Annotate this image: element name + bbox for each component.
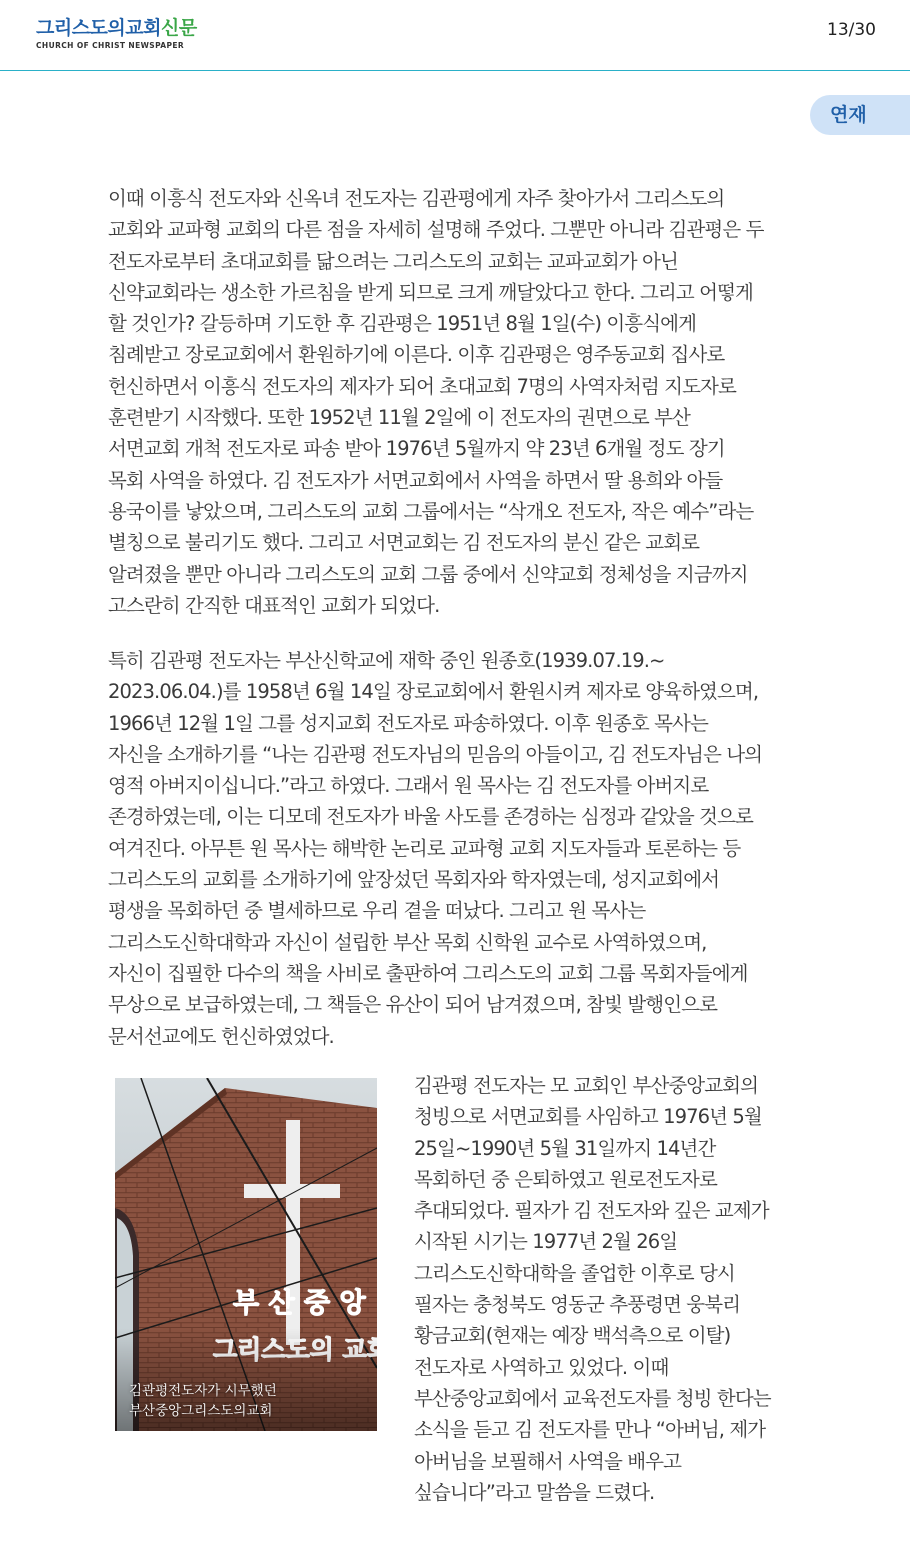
text-line: 소식을 듣고 김 전도자를 만나 “아버님, 제가 <box>414 1418 766 1442</box>
photo-caption-line: 부산중앙그리스도의교회 <box>129 1403 273 1419</box>
text-line: 자신을 소개하기를 “나는 김관평 전도자님의 믿음의 아들이고, 김 전도자님은 나의 <box>108 742 763 766</box>
text-line: 2023.06.04.)를 1958년 6월 14일 장로교회에서 환원시켜 제자로 양육하였으며, <box>108 680 759 704</box>
text-line: 1966년 12월 1일 그를 성지교회 전도자로 파송하였다. 이후 원종호 목사는 <box>108 711 708 735</box>
text-line: 평생을 목회하던 중 별세하므로 우리 곁을 떠났다. 그리고 원 목사는 <box>108 899 646 923</box>
text-line: 교회와 교파형 교회의 다른 점을 자세히 설명해 주었다. 그뿐만 아니라 김관평은 두 <box>108 218 764 242</box>
text-line: 침례받고 장로교회에서 환원하기에 이른다. 이후 김관평은 영주동교회 집사로 <box>108 343 725 367</box>
text-line: 시작된 시기는 1977년 2월 26일 <box>414 1230 678 1254</box>
sign-line-1: 부 산 중 앙 <box>233 1288 366 1319</box>
text-line: 헌신하면서 이흥식 전도자의 제자가 되어 초대교회 7명의 사역자처럼 지도자로 <box>108 374 736 398</box>
article-paragraph-3 <box>414 1070 804 1508</box>
logo-title-blue: 그리스도의교회 <box>36 17 161 39</box>
text-line: 이때 이흥식 전도자와 신옥녀 전도자는 김관평에게 자주 찾아가서 그리스도의 <box>108 187 725 210</box>
text-line: 여겨진다. 아무튼 원 목사는 해박한 논리로 교파형 교회 지도자들과 토론하는 등 <box>108 836 741 860</box>
article-paragraph-2 <box>108 645 808 1052</box>
text-line: 용국이를 낳았으며, 그리스도의 교회 그룹에서는 “삭개오 전도자, 작은 예수”라는 <box>108 499 754 523</box>
text-line: 전도자로 사역하고 있었다. 이때 <box>414 1355 669 1379</box>
photo-caption-line: 김관평전도자가 시무했던 <box>129 1383 277 1399</box>
text-line: 존경하였는데, 이는 디모데 전도자가 바울 사도를 존경하는 심정과 같았을 것으로 <box>108 805 753 829</box>
text-line: 싶습니다”라고 말씀을 드렸다. <box>414 1480 655 1504</box>
church-building-illustration <box>115 1078 377 1431</box>
page-number: 13/30 <box>827 20 876 40</box>
text-line: 그리스도의 교회를 소개하기에 앞장섰던 목회자와 학자였는데, 성지교회에서 <box>108 868 720 892</box>
text-line: 할 것인가? 갈등하며 기도한 후 김관평은 1951년 8월 1일(수) 이흥식에게 <box>108 312 697 336</box>
text-line: 별칭으로 불리기도 했다. 그리고 서면교회는 김 전도자의 분신 같은 교회로 <box>108 531 700 555</box>
text-line: 무상으로 보급하였는데, 그 책들은 유산이 되어 남겨졌으며, 참빛 발행인으로 <box>108 993 718 1017</box>
text-line: 서면교회 개척 전도자로 파송 받아 1976년 5월까지 약 23년 6개월 정도 장기 <box>108 437 725 461</box>
text-line: 특히 김관평 전도자는 부산신학교에 재학 중인 원종호(1939.07.19.~ <box>108 649 665 672</box>
text-line: 신약교회라는 생소한 가르침을 받게 되므로 크게 깨달았다고 한다. 그리고 어떻게 <box>108 280 753 304</box>
church-photo <box>115 1078 377 1431</box>
text-line: 그리스도신학대학을 졸업한 이후로 당시 <box>414 1261 735 1285</box>
text-line: 전도자로부터 초대교회를 닮으려는 그리스도의 교회는 교파교회가 아닌 <box>108 249 678 273</box>
logo-subtitle: CHURCH OF CHRIST NEWSPAPER <box>36 41 185 50</box>
text-line: 자신이 집필한 다수의 책을 사비로 출판하여 그리스도의 교회 그룹 목회자들에게 <box>108 961 748 985</box>
text-line: 25일~1990년 5월 31일까지 14년간 <box>414 1136 716 1160</box>
text-line: 알려졌을 뿐만 아니라 그리스도의 교회 그룹 중에서 신약교회 정체성을 지금까지 <box>108 562 748 586</box>
text-line: 문서선교에도 헌신하였었다. <box>108 1024 334 1048</box>
text-line: 고스란히 간직한 대표적인 교회가 되었다. <box>108 593 440 617</box>
logo-title-green: 신문 <box>160 17 197 39</box>
text-line: 영적 아버지이십니다.”라고 하였다. 그래서 원 목사는 김 전도자를 아버지로 <box>108 774 709 798</box>
article-paragraph-1 <box>108 183 808 621</box>
text-line: 필자는 충청북도 영동군 추풍령면 웅북리 <box>414 1293 741 1317</box>
text-line: 목회 사역을 하였다. 김 전도자가 서면교회에서 사역을 하면서 딸 용희와 아들 <box>108 468 723 492</box>
text-line: 김관평 전도자는 모 교회인 부산중앙교회의 <box>414 1074 759 1097</box>
text-line: 추대되었다. 필자가 김 전도자와 깊은 교제가 <box>414 1199 769 1223</box>
text-line: 훈련받기 시작했다. 또한 1952년 11월 2일에 이 전도자의 권면으로 부산 <box>108 406 690 430</box>
page-header <box>0 0 910 71</box>
photo-caption <box>129 1381 277 1421</box>
text-line: 부산중앙교회에서 교육전도자를 청빙 한다는 <box>414 1386 771 1410</box>
section-tag: 연재 <box>810 95 910 135</box>
text-line: 청빙으로 서면교회를 사임하고 1976년 5월 <box>414 1105 762 1129</box>
text-line: 목회하던 중 은퇴하였고 원로전도자로 <box>414 1167 717 1191</box>
logo-title <box>36 18 197 38</box>
newspaper-logo[interactable] <box>36 18 197 50</box>
text-line: 아버님을 보필해서 사역을 배우고 <box>414 1449 682 1473</box>
text-line: 그리스도신학대학과 자신이 설립한 부산 목회 신학원 교수로 사역하였으며, <box>108 930 707 954</box>
text-line: 황금교회(현재는 예장 백석측으로 이탈) <box>414 1324 731 1348</box>
